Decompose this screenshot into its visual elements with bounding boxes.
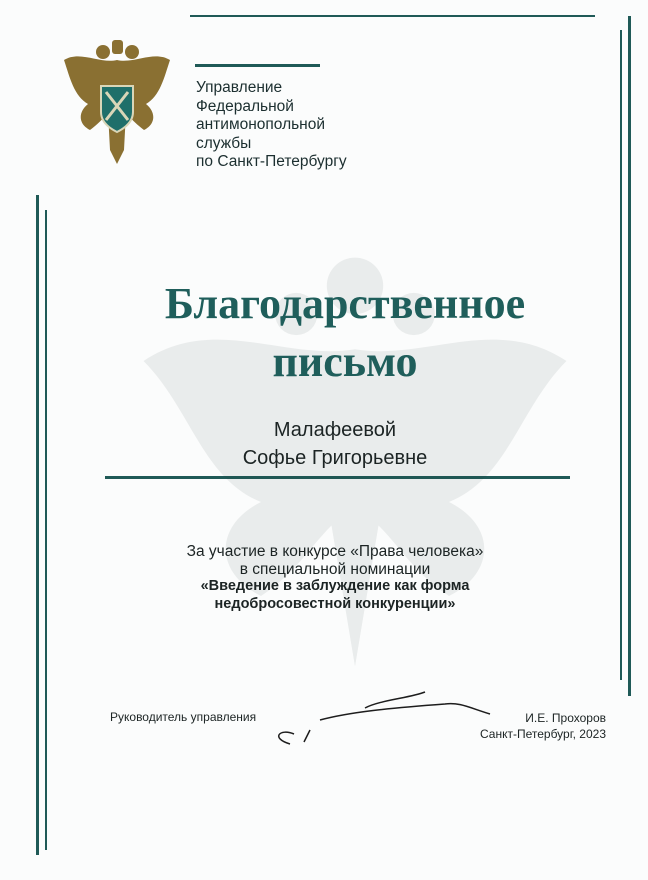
- frame-line-right-outer: [628, 16, 631, 696]
- organization-line: по Санкт-Петербургу: [196, 153, 347, 170]
- frame-line-left-outer: [36, 195, 39, 855]
- signer-name: И.Е. Прохоров: [525, 711, 606, 725]
- eagle-emblem-icon: [60, 38, 175, 168]
- frame-line-top-long: [190, 15, 595, 17]
- nomination-line: недобросовестной конкуренции»: [214, 595, 456, 612]
- handwritten-signature: [260, 690, 500, 760]
- signer-details: [470, 710, 606, 742]
- recipient-line: Софье Григорьевне: [242, 447, 428, 469]
- award-text: [120, 543, 550, 613]
- award-line: в специальной номинации: [239, 560, 431, 578]
- signer-role: Руководитель управления: [110, 710, 257, 724]
- recipient-name: [150, 416, 520, 472]
- title-line: письмо: [272, 337, 418, 386]
- award-line: За участие в конкурсе «Права человека»: [186, 543, 484, 560]
- frame-line-top: [195, 64, 320, 67]
- organization-line: антимонопольной: [196, 116, 326, 133]
- recipient-line: Малафеевой: [273, 419, 397, 441]
- organization-line: службы: [196, 134, 252, 152]
- title-line: Благодарственное: [164, 279, 526, 328]
- organization-line: Управление: [196, 79, 283, 96]
- organization-name: [196, 79, 436, 172]
- nomination-line: «Введение в заблуждение как форма: [200, 578, 470, 594]
- document-title: [90, 275, 600, 391]
- frame-line-left-inner: [45, 210, 47, 850]
- place-date: Санкт-Петербург, 2023: [479, 727, 606, 741]
- organization-line: Федеральной: [196, 97, 294, 115]
- frame-line-right-inner: [620, 30, 622, 680]
